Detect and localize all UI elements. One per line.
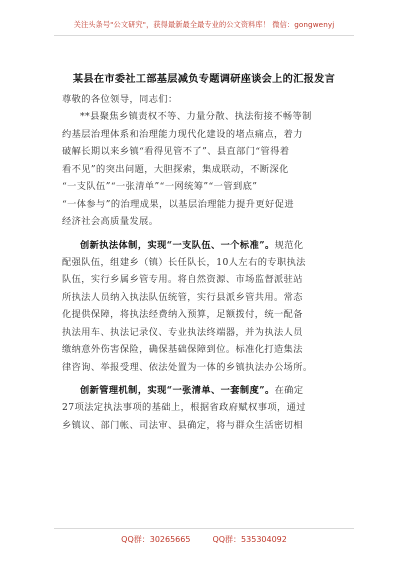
footer-qq-group-1: QQ群：30265665 <box>121 535 191 544</box>
document-body <box>62 91 349 434</box>
greeting: 尊敬的各位领导，同志们： <box>62 94 178 105</box>
top-banner: 关注头条号"公文研究"，获得最新最全最专业的公文资料库！ 微信：gongwenyj <box>73 20 335 29</box>
header-divider <box>54 35 354 36</box>
paragraph-line: 律咨询、举报受理、依法处置为一体的乡镇执法办公场所。 <box>62 361 313 373</box>
paragraph-line: 经济社会高质量发展。 <box>62 216 159 228</box>
paragraph-line: “一体参与”的治理成果，以基层治理能力提升更好促进 <box>62 198 294 210</box>
paragraph-line: 看不见”的突出问题，大胆探索，集成联动，不断深化 <box>62 163 289 175</box>
section-heading: 创新执法体制，实现“一支队伍、一个标准”。 <box>80 239 275 251</box>
paragraph-line: 破解长期以来乡镇“看得见管不了”、县直部门“管得着 <box>62 146 290 158</box>
paragraph-3 <box>62 382 349 434</box>
paragraph-line: 队伍，实行乡属乡管专用。将自然资源、市场监督派驻站 <box>62 274 303 286</box>
paragraph-line: **县聚焦乡镇责权不等、力量分散、执法衔接不畅等制 <box>80 111 312 123</box>
document-title: 某县在市委社工部基层减负专题调研座谈会上的汇报发言 <box>72 73 336 85</box>
paragraph-line: 执法用车、执法记录仪、专业执法终端器，并为执法人员 <box>62 326 303 338</box>
paragraph-line: 配强队伍，组建乡（镇）长任队长，10人左右的专职执法 <box>62 256 306 268</box>
paragraph-line: 27项法定执法事项的基础上，根据省政府赋权事项，通过 <box>62 402 306 414</box>
paragraph-1 <box>62 108 349 230</box>
paragraph-line: “一支队伍”“一张清单”“一网统筹”“一管到底” <box>62 181 258 193</box>
paragraph-2 <box>62 237 349 377</box>
paragraph-line: 化提供保障，将执法经费纳入预算，足额拨付，统一配备 <box>62 309 303 321</box>
paragraph-line: 缴纳意外伤害保险，确保基础保障到位。标准化打造集法 <box>62 344 303 356</box>
paragraph-line: 乡镇议、部门帐、司法审、县确定，将与群众生活密切相 <box>62 419 303 431</box>
section-heading: 创新管理机制，实现“一张清单、一套制度”。 <box>80 385 275 396</box>
paragraph-line: 约基层治理体系和治理能力现代化建设的堵点痛点，着力 <box>62 128 303 140</box>
paragraph-line: 所执法人员纳入执法队伍统管，实行县派乡管共用。常态 <box>62 291 303 303</box>
footer-divider <box>54 528 354 529</box>
footer-qq-group-2: QQ群：535304092 <box>212 535 287 544</box>
paragraph-line <box>62 237 349 254</box>
paragraph-line <box>62 382 349 399</box>
paragraph-text: 在确定 <box>274 385 304 396</box>
footer <box>0 534 408 545</box>
paragraph-text: 规范化 <box>274 239 304 251</box>
